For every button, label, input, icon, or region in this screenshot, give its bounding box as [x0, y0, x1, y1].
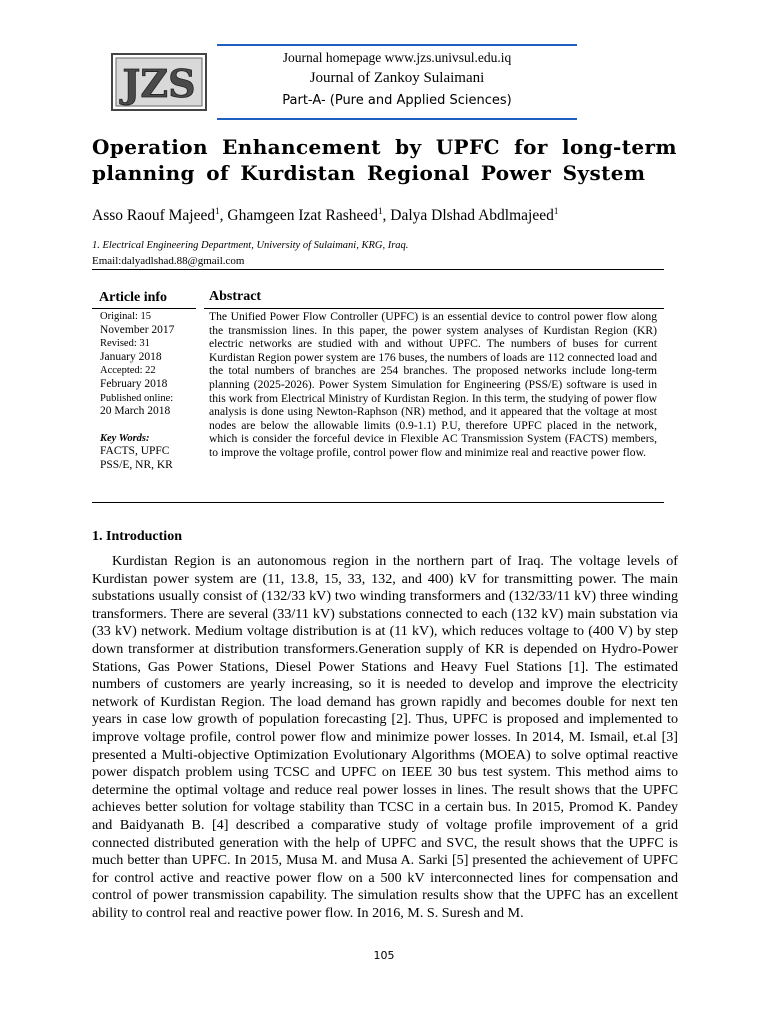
article-info-panel [100, 310, 200, 473]
abstract-text: The Unified Power Flow Controller (UPFC) is an essential device to control power flow along the transmission lines. In this paper, the power system analyses of Kurdistan Region (KR) electric networks are studied with and without UPFC. The numbers of buses for current Kurdistan Region power system are 176 buses, the numbers of loads are 112 connected load and the total numbers of branches are 254 branches. The proposed networks include long-term planning (2025-2026). Power System Simulation for Engineering (PSS/E) software is used in this work from Electrical Ministry of Kurdistan Region. In this term, the studying of power flow analysis is done using Newton-Raphson (NR) method, and it appeared that the voltage at most nodes are below the allowable limits (0.9-1.1) P.U, therefore UPFC placed in the network, which is consider the forceful device in Flexible AC Transmission System (FACTS) members, to improve the voltage profile, control power flow and minimize real and reactive power flow. [209, 310, 657, 459]
published-date: 20 March 2018 [100, 405, 171, 418]
author-separator: , [219, 207, 228, 225]
author-affiliation-mark: 1 [553, 206, 559, 216]
keywords-label: Key Words: [100, 432, 150, 444]
author-affiliation-mark: 1 [215, 206, 220, 216]
revised-label: Revised: 31 [100, 338, 150, 350]
author-name: Dalya Dlshad Abdlmajeed [390, 207, 554, 225]
original-date: November 2017 [100, 323, 175, 336]
logo-text: JZS [122, 61, 196, 106]
header-top-rule [217, 44, 577, 46]
journal-logo [110, 52, 208, 112]
section-divider [92, 502, 664, 503]
journal-name: Journal of Zankoy Sulaimani [309, 70, 485, 86]
author-affiliation-mark: 1 [378, 206, 383, 216]
keywords-line: PSS/E, NR, KR [100, 458, 173, 471]
corresponding-email[interactable]: Email:dalyadlshad.88@gmail.com [92, 255, 245, 267]
paper-title: Operation Enhancement by UPFC for long-term planning of Kurdistan Regional Power System [92, 135, 677, 185]
section-divider [92, 269, 664, 270]
author-name: Ghamgeen Izat Rasheed [227, 207, 379, 225]
journal-homepage[interactable]: Journal homepage www.jzs.univsul.edu.iq [282, 50, 512, 65]
author-separator: , [382, 207, 391, 225]
introduction-heading: 1. Introduction [92, 529, 182, 544]
author-name: Asso Raouf Majeed [92, 207, 216, 225]
page-number: 105 [373, 949, 395, 962]
article-info-heading: Article info [99, 290, 168, 305]
abstract-rule [204, 308, 664, 309]
accepted-label: Accepted: 22 [100, 365, 156, 377]
journal-part: Part-A- (Pure and Applied Sciences) [282, 93, 512, 108]
affiliation: 1. Electrical Engineering Department, University of Sulaimani, KRG, Iraq. [92, 240, 409, 251]
abstract-heading: Abstract [209, 289, 262, 304]
author-list [92, 206, 677, 225]
original-label: Original: 15 [100, 311, 152, 322]
introduction-text: Kurdistan Region is an autonomous region in the northern part of Iraq. The voltage levels of Kurdistan power system are (11, 13.8, 15, 33, 132, and 400) kV for transmitting power. The main substations usually consist of (132/33 kV) two winding transformers and (132/33/11 kV) three winding transformers. There are several (33/11 kV) substations connected to each (132 kV) main substation via (33 kV) network. Medium voltage distribution is at (11 kV), which reduces voltage to (400 V) by step down transformer at distribution transformers.Generation supply of KR is depended on Hydro-Power Stations, Gas Power Stations, Diesel Power Stations and Heavy Fuel Stations [1]. The estimated numbers of customers are yearly increasing, so it is needed to develop and improve the electricity network of Kurdistan Region. The load demand has grown rapidly and becomes double for next ten years in case low growth of population forecasting [2]. Thus, UPFC is proposed and implemented to improve voltage profile, control power flow and minimize power losses. In 2014, M. Ismail, et.al [3] presented a Multi-objective Optimization Evolutionary Algorithms (MOEA) to solve optimal reactive power dispatch problem using TCSC and UPFC on IEEE 30 bus test system. This method aims to determine the optimal voltage and reduce real power losses in lines. The result shows that the UPFC achieves better solution for voltage stability than TCSC in a certain bus. In 2015, Promod K. Pandey and Baidyanath B. [4] described a comparative study of voltage profile improvement of a grid connected distributed generation with the help of UPFC and SVC, the result shows that the UPFC is much better than UPFC. In 2015, Musa M. and Musa A. Sarki [5] presented the achievement of UPFC for control active and reactive power flow on a 500 kV interconnected lines for compensation and control of power transmission capability. The simulation results show that the UPFC has an excellent ability to control real and reactive power flow. In 2016, M. S. Suresh and M. [92, 553, 678, 921]
article-info-rule [92, 308, 196, 309]
accepted-date: February 2018 [100, 377, 168, 390]
published-label: Published online: [100, 392, 174, 404]
header-bottom-rule [217, 118, 577, 120]
revised-date: January 2018 [100, 350, 162, 363]
keywords-line: FACTS, UPFC [100, 445, 170, 458]
